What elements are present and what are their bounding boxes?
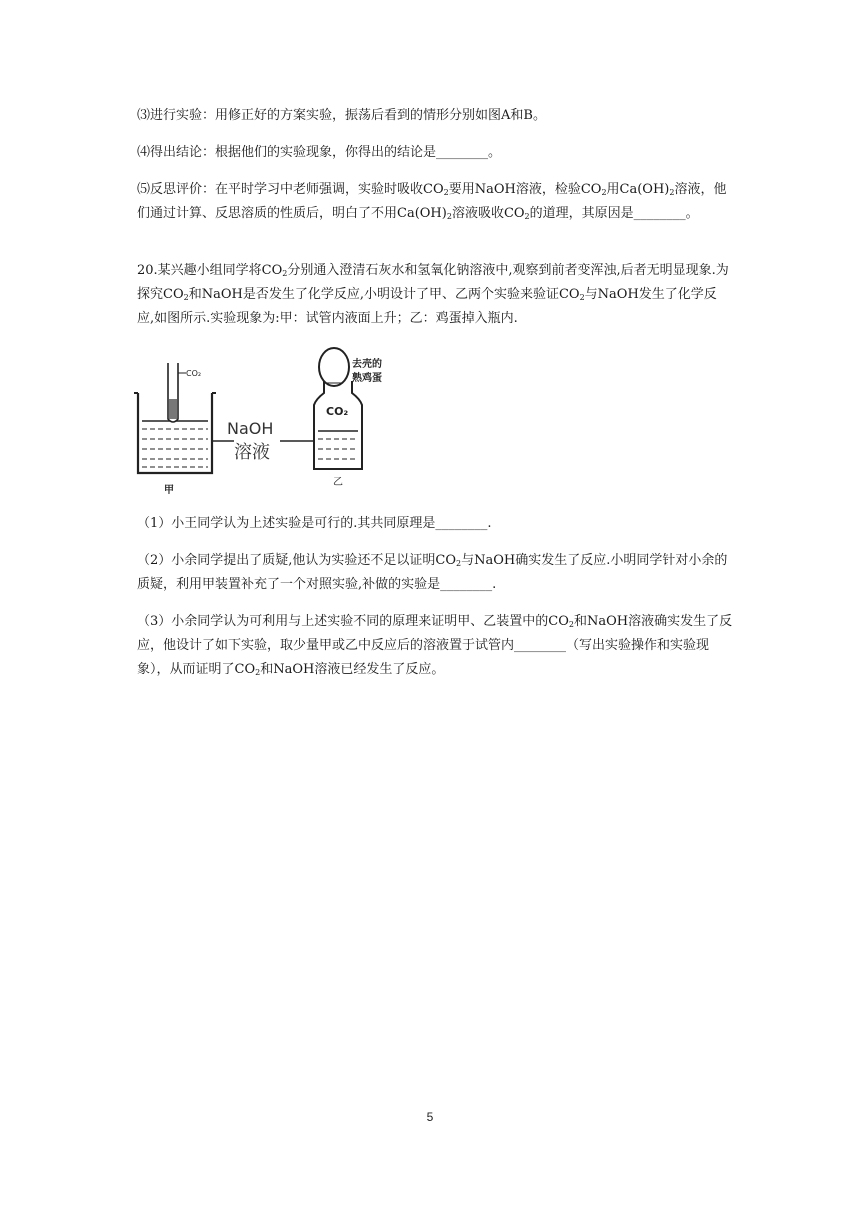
- beaker-jia: [134, 363, 216, 473]
- subscript: 2: [443, 188, 449, 197]
- sub-question-2: [137, 549, 733, 597]
- subscript: 2: [601, 188, 607, 197]
- step-5-text: [137, 178, 733, 226]
- text-run: 溶液吸收CO: [451, 206, 525, 221]
- co2-bottle-label: CO₂: [326, 405, 349, 418]
- text-run: 用Ca(OH): [606, 182, 670, 197]
- co2-tube-label: CO₂: [186, 369, 202, 378]
- subscript: 2: [282, 269, 288, 278]
- sub-question-1: [137, 512, 733, 536]
- text-run: （2）小余同学提出了质疑,他认为实验还不足以证明CO: [137, 553, 457, 568]
- question-20-text: [137, 259, 733, 331]
- solution-label: 溶液: [234, 442, 270, 463]
- subscript: 2: [183, 293, 189, 302]
- text-run: 和NaOH是否发生了化学反应,小明设计了甲、乙两个实验来验证CO: [188, 287, 580, 302]
- text-run: 和NaOH溶液确实发生了反应，他设计了如下实验，取少量甲或乙中反应后的溶液置于试管内________（写出实验操作和实验现象），从而证明了CO: [137, 614, 733, 677]
- apparatus-drawing: [130, 345, 430, 500]
- step-3-text: [137, 104, 733, 128]
- experiment-figure: [130, 345, 430, 500]
- text-run: 溶液，他们通过计算、反思溶质的性质后，明白了不用Ca(OH): [137, 182, 727, 221]
- subscript: 2: [669, 188, 675, 197]
- text-run: ⑸反思评价：在平时学习中老师强调，实验时吸收CO: [137, 182, 444, 197]
- subscript: 2: [568, 620, 574, 629]
- text-run: 与NaOH确实发生了反应.小明同学针对小余的质疑，利用甲装置补充了一个对照实验,补做的实验是________.: [137, 553, 728, 592]
- page-number: 5: [426, 1110, 434, 1124]
- step-4-line: ⑷得出结论：根据他们的实验现象，你得出的结论是________。: [137, 145, 502, 160]
- subscript: 2: [255, 668, 261, 677]
- egg-label-line2: 熟鸡蛋: [352, 373, 382, 384]
- text-run: 20.某兴趣小组同学将CO: [137, 263, 283, 278]
- step-4-text: [137, 141, 733, 165]
- sub-question-3: [137, 610, 733, 682]
- subscript: 2: [524, 212, 530, 221]
- text-run: （3）小余同学认为可利用与上述实验不同的原理来证明甲、乙装置中的CO: [137, 614, 569, 629]
- text-run: 要用NaOH溶液，检验CO: [448, 182, 602, 197]
- text-run: 的道理，其原因是________。: [529, 206, 699, 221]
- text-run: 和NaOH溶液已经发生了反应。: [260, 662, 445, 677]
- subscript: 2: [456, 559, 462, 568]
- text-run: （1）小王同学认为上述实验是可行的.其共同原理是________.: [137, 516, 492, 531]
- text-run: 分别通入澄清石灰水和氢氧化钠溶液中,观察到前者变浑浊,后者无明显现象.为探究CO: [137, 263, 729, 302]
- subscript: 2: [579, 293, 585, 302]
- subscript: 2: [446, 212, 452, 221]
- naoh-label: NaOH: [227, 419, 274, 438]
- text-run: 与NaOH发生了化学反应,如图所示.实验现象为:甲：试管内液面上升；乙：鸡蛋掉入瓶内.: [137, 287, 717, 326]
- caption-yi: 乙: [333, 477, 343, 488]
- step-3-line: ⑶进行实验：用修正好的方案实验，振荡后看到的情形分别如图A和B。: [137, 108, 546, 123]
- egg-label-line1: 去壳的: [352, 359, 382, 370]
- caption-jia: 甲: [164, 485, 174, 496]
